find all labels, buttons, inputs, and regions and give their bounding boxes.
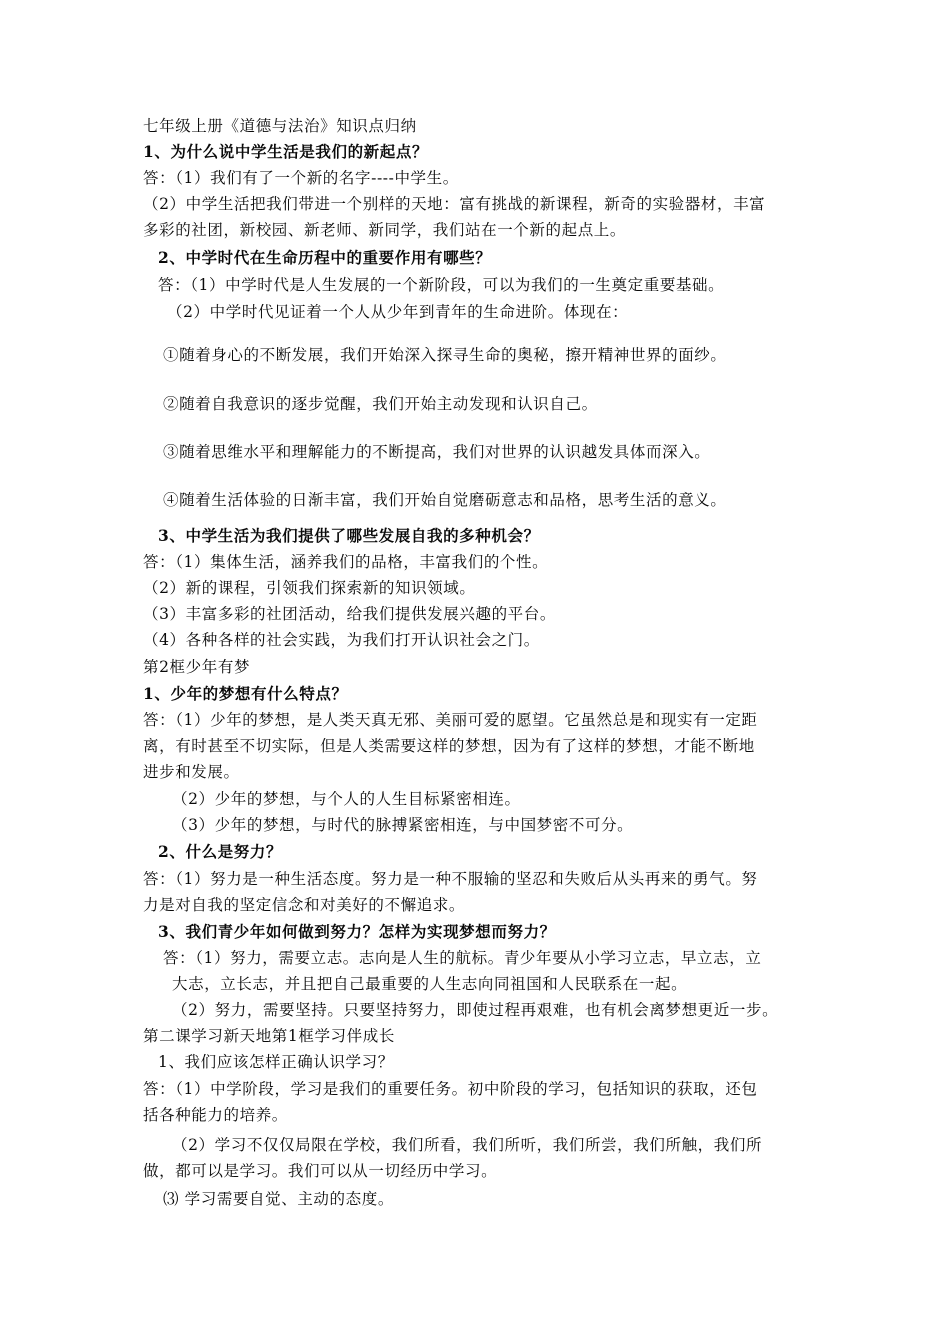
answer-line: 答：（1）中学阶段，学习是我们的重要任务。初中阶段的学习，包括知识的获取，还包	[143, 1080, 758, 1098]
answer-line: 答：（1）努力，需要立志。志向是人生的航标。青少年要从小学习立志，早立志，立	[163, 949, 762, 967]
answer-line: （2）中学生活把我们带进一个别样的天地：富有挑战的新课程，新奇的实验器材，丰富	[143, 195, 766, 213]
question: 2、什么是努力？	[158, 842, 283, 861]
answer-line: （2）中学时代见证着一个人从少年到青年的生命进阶。体现在：	[167, 303, 629, 321]
answer-line: 大志，立长志，并且把自己最重要的人生志向同祖国和人民联系在一起。	[172, 975, 688, 993]
answer-line: （2）少年的梦想，与个人的人生目标紧密相连。	[172, 790, 521, 808]
answer-line: 答：（1）中学时代是人生发展的一个新阶段，可以为我们的一生奠定重要基础。	[158, 276, 725, 294]
answer-line: （2）新的课程，引领我们探索新的知识领域。	[143, 579, 476, 597]
answer-line: 力是对自我的坚定信念和对美好的不懈追求。	[143, 896, 466, 914]
question-1: 1、为什么说中学生活是我们的新起点？	[143, 142, 429, 161]
answer-line: ⑶ 学习需要自觉、主动的态度。	[163, 1190, 394, 1208]
section-heading: 第2框少年有梦	[143, 658, 251, 676]
answer-line: （3）丰富多彩的社团活动，给我们提供发展兴趣的平台。	[143, 605, 556, 623]
list-item: ②随着自我意识的逐步觉醒，我们开始主动发现和认识自己。	[163, 395, 598, 413]
answer-line: 答：（1）我们有了一个新的名字----中学生。	[143, 169, 459, 187]
question: 1、少年的梦想有什么特点？	[143, 684, 348, 703]
answer-line: 多彩的社团，新校园、新老师、新同学，我们站在一个新的起点上。	[143, 221, 627, 239]
section-heading: 第二课学习新天地第1框学习伴成长	[143, 1027, 395, 1045]
answer-line: 括各种能力的培养。	[143, 1106, 288, 1124]
answer-line: （2）学习不仅仅局限在学校，我们所看，我们所听，我们所尝，我们所触，我们所	[172, 1136, 763, 1154]
answer-line: 离，有时甚至不切实际，但是人类需要这样的梦想，因为有了这样的梦想，才能不断地	[143, 737, 755, 755]
answer-line: （3）少年的梦想，与时代的脉搏紧密相连，与中国梦密不可分。	[172, 816, 634, 834]
list-item: ③随着思维水平和理解能力的不断提高，我们对世界的认识越发具体而深入。	[163, 443, 711, 461]
answer-line: 答：（1）努力是一种生活态度。努力是一种不服输的坚忍和失败后从头再来的勇气。努	[143, 870, 758, 888]
answer-line: 进步和发展。	[143, 763, 240, 781]
answer-line: （4）各种各样的社会实践，为我们打开认识社会之门。	[143, 631, 540, 649]
list-item: ④随着生活体验的日渐丰富，我们开始自觉磨砺意志和品格，思考生活的意义。	[163, 491, 727, 509]
question-3: 3、中学生活为我们提供了哪些发展自我的多种机会？	[158, 526, 540, 545]
question-2: 2、中学时代在生命历程中的重要作用有哪些？	[158, 248, 492, 267]
answer-line: （2）努力，需要坚持。只要坚持努力，即使过程再艰难，也有机会离梦想更近一步。	[172, 1001, 779, 1019]
document-title: 七年级上册《道德与法治》知识点归纳	[143, 117, 417, 135]
question: 3、我们青少年如何做到努力？怎样为实现梦想而努力？	[158, 922, 556, 941]
answer-line: 答：（1）集体生活，涵养我们的品格，丰富我们的个性。	[143, 553, 549, 571]
list-item: ①随着身心的不断发展，我们开始深入探寻生命的奥秘，擦开精神世界的面纱。	[163, 346, 727, 364]
answer-line: 做，都可以是学习。我们可以从一切经历中学习。	[143, 1162, 498, 1180]
answer-line: 答：（1）少年的梦想，是人类天真无邪、美丽可爱的愿望。它虽然总是和现实有一定距	[143, 711, 758, 729]
question: 1、我们应该怎样正确认识学习？	[158, 1053, 394, 1071]
